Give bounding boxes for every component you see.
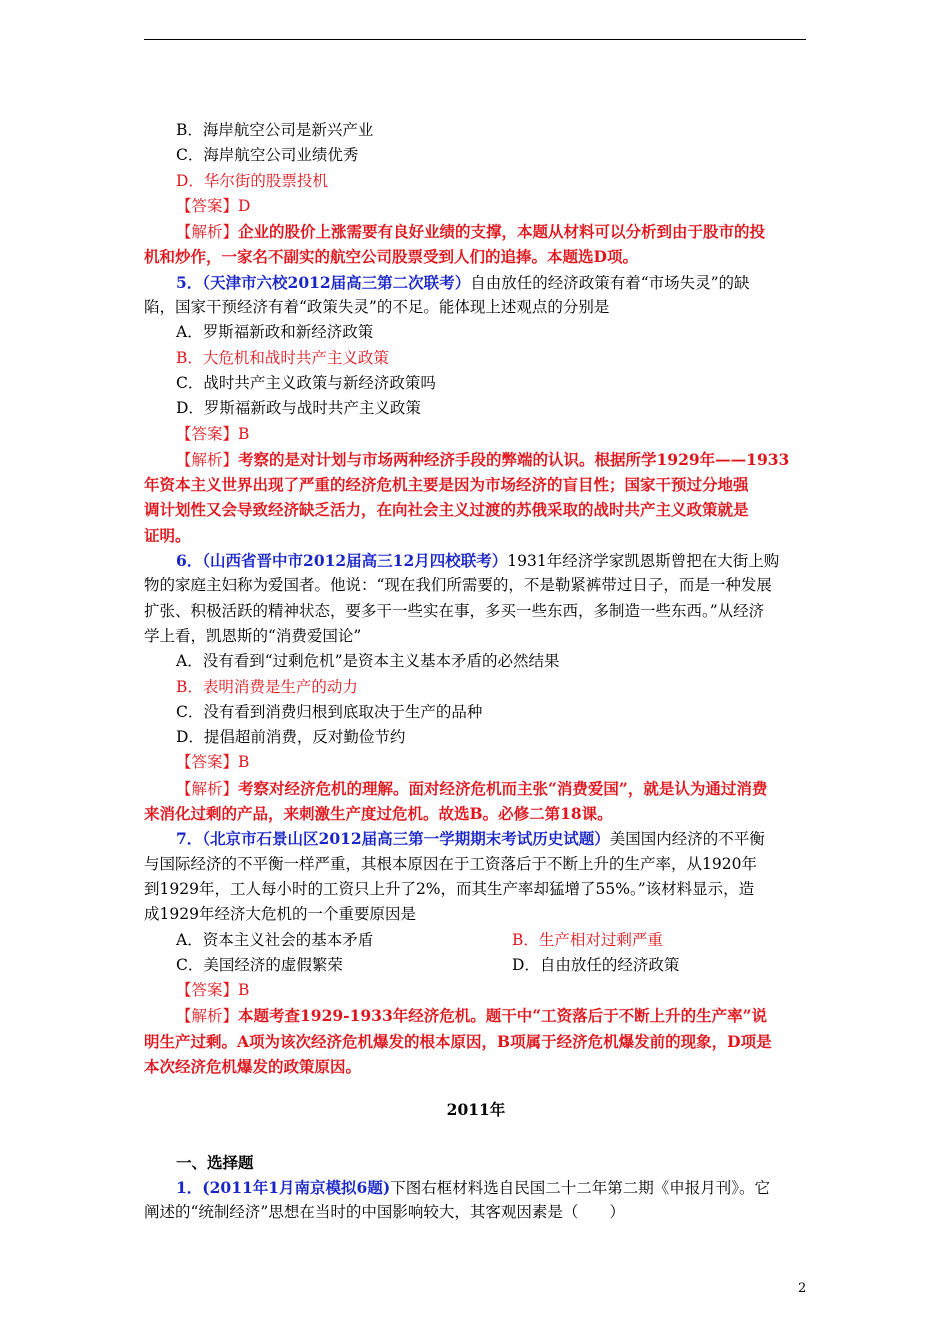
document-body	[144, 118, 808, 1225]
option-a: A．罗斯福新政和新经济政策	[176, 323, 374, 342]
analysis-label: 【解析】	[176, 779, 239, 798]
question-source: （天津市六校2012届高三第二次联考）	[202, 272, 471, 292]
analysis-text: 考察的是对计划与市场两种经济手段的弊端的认识。根据所学1929年——1933	[238, 449, 790, 469]
analysis-text: 本次经济危机爆发的政策原因。	[144, 1056, 362, 1076]
page-number: 2	[798, 1281, 807, 1296]
question-text: 到1929年，工人每小时的工资只上升了2%，而其生产率却猛增了55%。”该材料显示，造	[144, 879, 755, 898]
year-heading: 2011年	[446, 1100, 506, 1120]
analysis-text: 调计划性又会导致经济缺乏活力，在向社会主义过渡的苏俄采取的战时共产主义政策就是	[144, 500, 749, 520]
question-number: 7．	[176, 829, 203, 849]
option-b-correct: B．表明消费是生产的动力	[176, 677, 358, 696]
header-rule	[144, 39, 806, 40]
option-d: D．自由放任的经济政策	[512, 955, 680, 974]
option-d: D．罗斯福新政与战时共产主义政策	[176, 399, 421, 418]
option-c: C．没有看到消费归根到底取决于生产的品种	[176, 702, 483, 721]
option-d-correct: D．华尔街的股票投机	[176, 171, 328, 190]
options-row	[144, 953, 808, 978]
question-text: 下图右框材料选自民国二十二年第二期《申报月刊》。它	[390, 1178, 770, 1197]
answer-line	[144, 750, 808, 775]
answer-text: 【答案】D	[176, 196, 251, 215]
question-source: （山西省晋中市2012届高三12月四校联考）	[202, 551, 508, 571]
question-stem	[144, 1175, 808, 1200]
analysis-text: 证明。	[144, 525, 191, 545]
option-b-correct: B．大危机和战时共产主义政策	[176, 348, 389, 367]
answer-line	[144, 422, 808, 447]
option-b: B．海岸航空公司是新兴产业	[176, 121, 374, 139]
spacer	[144, 1079, 808, 1097]
question-text: 自由放任的经济政策有着“市场失灵”的缺	[470, 273, 750, 292]
question-stem	[144, 270, 808, 295]
analysis-line	[144, 776, 808, 801]
analysis-text: 来消化过剩的产品，来刺激生产度过危机。故选B。必修二第18课。	[144, 804, 613, 824]
question-source: （北京市石景山区2012届高三第一学期期末考试历史试题）	[202, 829, 610, 849]
analysis-label: 【解析】	[176, 223, 239, 242]
analysis-text: 机和炒作，一家名不副实的航空公司股票受到人们的追捧。本题选D项。	[144, 247, 638, 267]
spacer	[144, 1123, 808, 1150]
question-text: 美国国内经济的不平衡	[609, 830, 765, 849]
analysis-line	[144, 447, 808, 472]
analysis-label: 【解析】	[176, 450, 239, 469]
option-a: A．没有看到“过剩危机”是资本主义基本矛盾的必然结果	[176, 652, 560, 671]
question-text: 与国际经济的不平衡一样严重，其根本原因在于工资落后于不断上升的生产率，从1920年	[144, 854, 757, 873]
question-text: 成1929年经济大危机的一个重要原因是	[144, 905, 416, 924]
option-c: C．战时共产主义政策与新经济政策吗	[176, 373, 436, 392]
question-stem	[144, 548, 808, 573]
option-a: A．资本主义社会的基本矛盾	[176, 930, 374, 949]
analysis-text: 本题考查1929-1933年经济危机。题干中“工资落后于不断上升的生产率”说	[238, 1006, 768, 1026]
analysis-text: 企业的股价上涨需要有良好业绩的支撑，本题从材料可以分析到由于股市的投	[238, 222, 766, 242]
analysis-text: 明生产过剩。A项为该次经济危机爆发的根本原因，B项属于经济危机爆发前的现象，D项是	[144, 1031, 772, 1051]
question-text: 扩张、积极活跃的精神状态，要多干一些实在事，多买一些东西，多制造一些东西。”从经济	[144, 601, 765, 620]
analysis-text: 年资本主义世界出现了严重的经济危机主要是因为市场经济的盲目性；国家干预过分地强	[144, 475, 749, 495]
question-number: 5．	[176, 272, 203, 292]
question-number: 6．	[176, 551, 203, 571]
option-d: D．提倡超前消费，反对勤俭节约	[176, 728, 406, 747]
answer-text: 【答案】B	[176, 981, 250, 1000]
option-c: C．海岸航空公司业绩优秀	[176, 146, 359, 165]
question-text: 1931年经济学家凯恩斯曾把在大街上购	[507, 552, 780, 571]
question-stem	[144, 826, 808, 851]
analysis-label: 【解析】	[176, 1007, 239, 1026]
option-c: C．美国经济的虚假繁荣	[176, 955, 343, 974]
analysis-text: 考察对经济危机的理解。面对经济危机而主张“消费爱国”，就是认为通过消费	[238, 778, 768, 798]
analysis-line	[144, 1003, 808, 1028]
options-row	[144, 928, 808, 953]
question-text: 学上看，凯恩斯的“消费爱国论”	[144, 626, 362, 645]
question-number: 1．	[176, 1177, 203, 1197]
analysis-line	[144, 219, 808, 244]
option-b-correct: B．生产相对过剩严重	[512, 930, 663, 949]
answer-line	[144, 978, 808, 1003]
section-heading: 一、选择题	[176, 1152, 254, 1172]
question-text: 陷，国家干预经济有着“政策失灵”的不足。能体现上述观点的分别是	[144, 298, 610, 317]
question-text: 物的家庭主妇称为爱国者。他说：“现在我们所需要的，不是勒紧裤带过日子，而是一种发展	[144, 576, 772, 595]
answer-text: 【答案】B	[176, 753, 250, 772]
answer-line	[144, 194, 808, 219]
question-source: (2011年1月南京模拟6题)	[202, 1177, 391, 1197]
question-text: 阐述的“统制经济”思想在当时的中国影响较大，其客观因素是（ ）	[144, 1203, 625, 1222]
answer-text: 【答案】B	[176, 424, 250, 443]
